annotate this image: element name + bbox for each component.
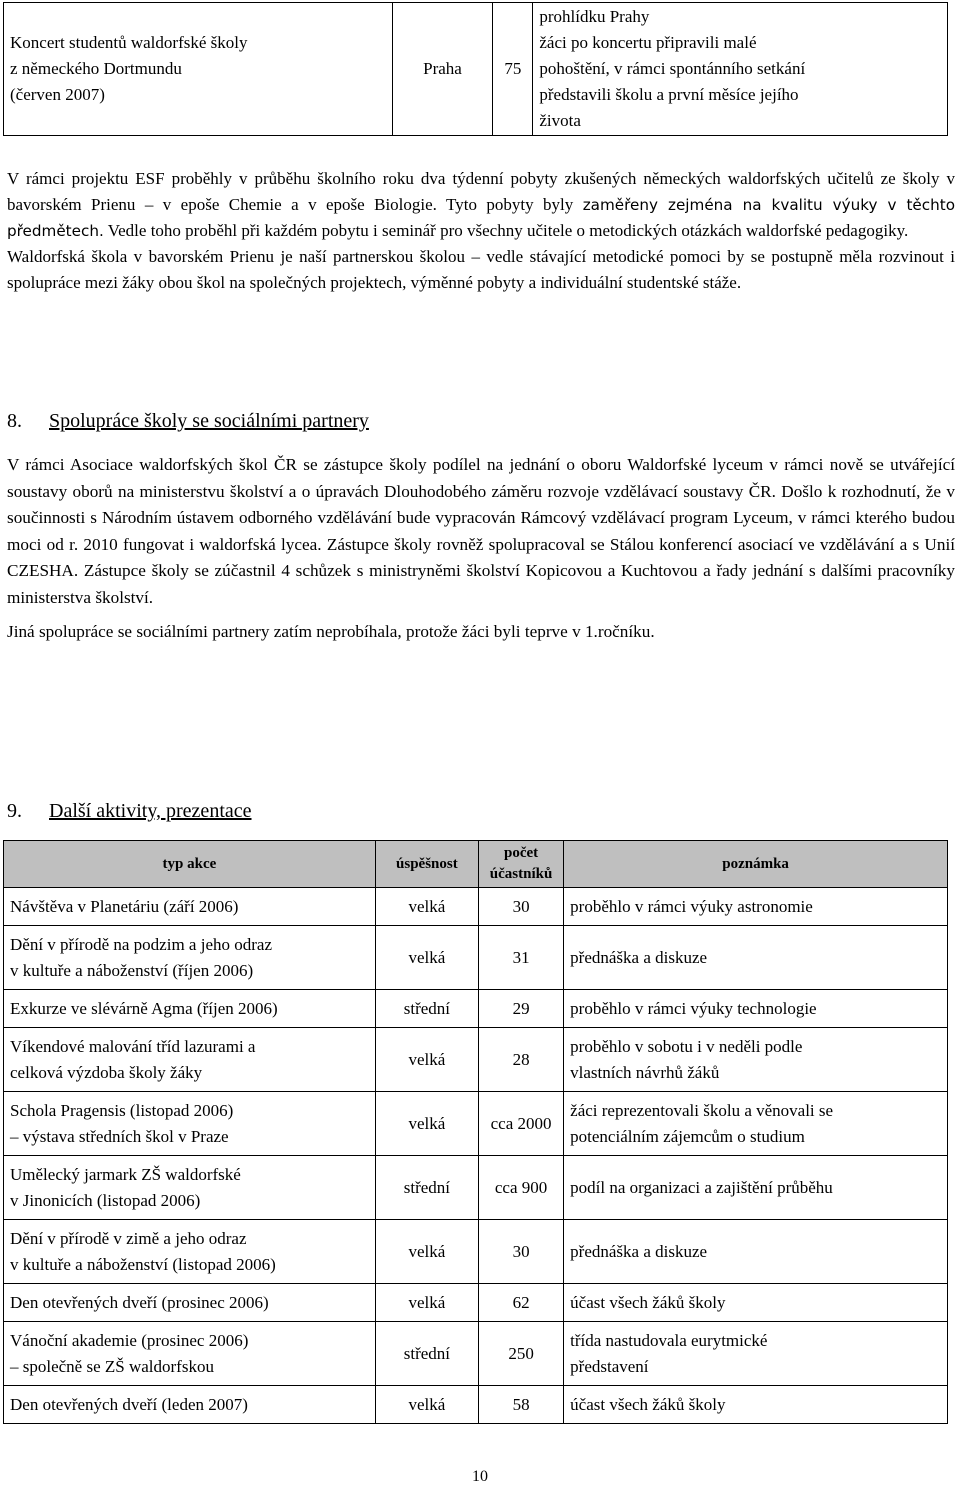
activity-note xyxy=(564,1386,948,1424)
event-note-line: života xyxy=(539,111,581,130)
activity-count: cca 900 xyxy=(478,1156,563,1220)
activity-note-line: účast všech žáků školy xyxy=(570,1292,726,1312)
activity-success: velká xyxy=(375,888,478,926)
concert-table xyxy=(3,2,948,136)
activity-count: 30 xyxy=(478,888,563,926)
activity-note xyxy=(564,1092,948,1156)
activity-success: velká xyxy=(375,1220,478,1284)
activity-count: 28 xyxy=(478,1028,563,1092)
activity-count: 58 xyxy=(478,1386,563,1424)
activity-note xyxy=(564,926,948,990)
table-row xyxy=(4,1322,948,1386)
section-9-heading xyxy=(7,800,252,823)
activity-count: 250 xyxy=(478,1322,563,1386)
activity-note-line: žáci reprezentovali školu a věnovali se xyxy=(570,1100,834,1120)
activity-name xyxy=(4,1386,376,1424)
section-8-body xyxy=(7,452,955,646)
activity-note-line: vlastních návrhů žáků xyxy=(570,1062,720,1082)
table-row xyxy=(4,1220,948,1284)
table-row xyxy=(4,1156,948,1220)
activity-note-line: představení xyxy=(570,1356,649,1376)
partner-school-paragraph: Waldorfská škola v bavorském Prienu je naší partnerskou školou – vedle stávající metodické pomoci by se postupně měla rozvinout i spolupráce mezi žáky obou škol na společných projektech, výměnné pobyty a individuální studentské stáže. xyxy=(7,247,955,292)
header-type: typ akce xyxy=(4,841,376,888)
activity-note xyxy=(564,1284,948,1322)
section-title: Další aktivity, prezentace xyxy=(49,800,252,822)
activities-table xyxy=(3,840,948,1424)
activity-name xyxy=(4,888,376,926)
header-count-line: počet xyxy=(503,845,539,861)
esf-text: Vedle toho proběhl při každém pobytu i seminář pro všechny učitele o metodických otázkách waldorfské pedagogiky. xyxy=(107,221,909,240)
table-row xyxy=(4,3,948,136)
activity-success: velká xyxy=(375,1092,478,1156)
activity-name xyxy=(4,1284,376,1322)
activity-success: střední xyxy=(375,990,478,1028)
activity-note xyxy=(564,888,948,926)
table-row xyxy=(4,1386,948,1424)
event-name-line: Koncert studentů waldorfské školy xyxy=(10,33,248,52)
section-number: 9. xyxy=(7,800,22,822)
header-count-line: účastníků xyxy=(489,866,553,882)
esf-text: V rámci projektu ESF proběhly v průběhu školního roku dva týdenní pobyty zkušených německých waldorfských učitelů ze školy v bavorském Prienu – v epoše Chemie a v epoše Biologie. Tyto pobyty byly xyxy=(7,169,955,214)
activity-note-line: přednáška a diskuze xyxy=(570,947,708,967)
activity-name-line: Vánoční akademie (prosinec 2006) xyxy=(10,1330,249,1350)
activity-name-line: v kultuře a náboženství (říjen 2006) xyxy=(10,960,254,980)
activity-name-line: Umělecký jarmark ZŠ waldorfské xyxy=(10,1164,241,1184)
event-count-cell: 75 xyxy=(493,3,533,136)
activity-name-line: Návštěva v Planetáriu (září 2006) xyxy=(10,896,239,916)
activity-note xyxy=(564,1322,948,1386)
activity-success: velká xyxy=(375,1284,478,1322)
section-8-paragraph: V rámci Asociace waldorfských škol ČR se zástupce školy podílel na jednání o oboru Waldorfské lyceum v rámci nově se utvářející soustavy oborů na ministerstvu školství a o úpravách Dlouhodobého záměru rozvoje vzdělávací soustavy ČR. Došlo k rozhodnutí, že v součinnosti s Národním ústavem odborného vzdělávání bude vypracován Rámcový vzdělávací program Lyceum, v rámci kterého budou moci od r. 2010 fungovat i waldorfská lycea. Zástupce školy rovněž spolupracoval se Stálou konferencí asociací ve vzdělávání a s Unií CZESHA. Zástupce školy se zúčastnil 4 schůzek s ministryněmi školství Kopicovou a Kuchtovou a řady jednání s dalšími pracovníky ministerstva školství. xyxy=(7,455,955,607)
activity-name xyxy=(4,1220,376,1284)
table-row xyxy=(4,926,948,990)
activity-success: střední xyxy=(375,1156,478,1220)
activity-note-line: proběhlo v sobotu i v neděli podle xyxy=(570,1036,803,1056)
activity-note-line: účast všech žáků školy xyxy=(570,1394,726,1414)
event-note-line: prohlídku Prahy xyxy=(539,7,650,26)
activity-count: 30 xyxy=(478,1220,563,1284)
activity-name xyxy=(4,926,376,990)
activity-name xyxy=(4,1322,376,1386)
activity-name-line: v Jinonicích (listopad 2006) xyxy=(10,1190,201,1210)
activity-count: cca 2000 xyxy=(478,1092,563,1156)
activity-note xyxy=(564,1220,948,1284)
activity-name-line: Víkendové malování tříd lazurami a xyxy=(10,1036,256,1056)
activity-success: velká xyxy=(375,1386,478,1424)
table-row xyxy=(4,1092,948,1156)
table-row xyxy=(4,1284,948,1322)
event-note-cell xyxy=(533,3,948,136)
table-row xyxy=(4,990,948,1028)
esf-paragraph-block xyxy=(7,166,955,296)
header-note: poznámka xyxy=(564,841,948,888)
header-success: úspěšnost xyxy=(375,841,478,888)
section-title: Spolupráce školy se sociálními partnery xyxy=(49,410,369,432)
activity-note-line: proběhlo v rámci výuky technologie xyxy=(570,998,817,1018)
event-name-cell xyxy=(4,3,393,136)
activity-count: 31 xyxy=(478,926,563,990)
event-place-cell: Praha xyxy=(392,3,493,136)
activity-name-line: – výstava středních škol v Praze xyxy=(10,1126,229,1146)
event-note-line: žáci po koncertu připravili malé xyxy=(539,33,757,52)
esf-text-sans: zaměřeny zejména na kvalitu výuky v těchto předmětech. xyxy=(7,196,955,240)
section-number: 8. xyxy=(7,410,22,432)
activity-name-line: celková výzdoba školy žáky xyxy=(10,1062,203,1082)
activity-success: střední xyxy=(375,1322,478,1386)
header-count xyxy=(478,841,563,888)
activity-name xyxy=(4,1092,376,1156)
section-8-heading xyxy=(7,410,369,433)
activity-note xyxy=(564,990,948,1028)
table-row xyxy=(4,1028,948,1092)
activity-note-line: potenciálním zájemcům o studium xyxy=(570,1126,805,1146)
activity-name xyxy=(4,1028,376,1092)
activity-name-line: Schola Pragensis (listopad 2006) xyxy=(10,1100,234,1120)
activity-note xyxy=(564,1156,948,1220)
activity-note-line: třída nastudovala eurytmické xyxy=(570,1330,768,1350)
event-name-line: z německého Dortmundu xyxy=(10,59,182,78)
section-8-paragraph: Jiná spolupráce se sociálními partnery zatím neprobíhala, protože žáci byli teprve v 1.ročníku. xyxy=(7,622,655,641)
activity-note-line: podíl na organizaci a zajištění průběhu xyxy=(570,1177,833,1197)
activity-name xyxy=(4,1156,376,1220)
activity-success: velká xyxy=(375,926,478,990)
activity-name-line: Dění v přírodě na podzim a jeho odraz xyxy=(10,934,272,954)
activity-name-line: – společně se ZŠ waldorfskou xyxy=(10,1356,214,1376)
activity-count: 29 xyxy=(478,990,563,1028)
activity-note xyxy=(564,1028,948,1092)
page-number: 10 xyxy=(472,1468,488,1485)
activity-name-line: Den otevřených dveří (leden 2007) xyxy=(10,1394,248,1414)
event-note-line: pohoštění, v rámci spontánního setkání xyxy=(539,59,806,78)
event-note-line: představili školu a první měsíce jejího xyxy=(539,85,799,104)
activity-name-line: v kultuře a náboženství (listopad 2006) xyxy=(10,1254,276,1274)
activity-note-line: proběhlo v rámci výuky astronomie xyxy=(570,896,813,916)
activity-name-line: Exkurze ve slévárně Agma (říjen 2006) xyxy=(10,998,278,1018)
table-header-row xyxy=(4,841,948,888)
activity-name xyxy=(4,990,376,1028)
activity-count: 62 xyxy=(478,1284,563,1322)
activity-success: velká xyxy=(375,1028,478,1092)
activity-note-line: přednáška a diskuze xyxy=(570,1241,708,1261)
activity-name-line: Dění v přírodě v zimě a jeho odraz xyxy=(10,1228,247,1248)
table-row xyxy=(4,888,948,926)
esf-paragraph xyxy=(7,166,955,244)
activity-name-line: Den otevřených dveří (prosinec 2006) xyxy=(10,1292,269,1312)
event-name-line: (červen 2007) xyxy=(10,85,105,104)
